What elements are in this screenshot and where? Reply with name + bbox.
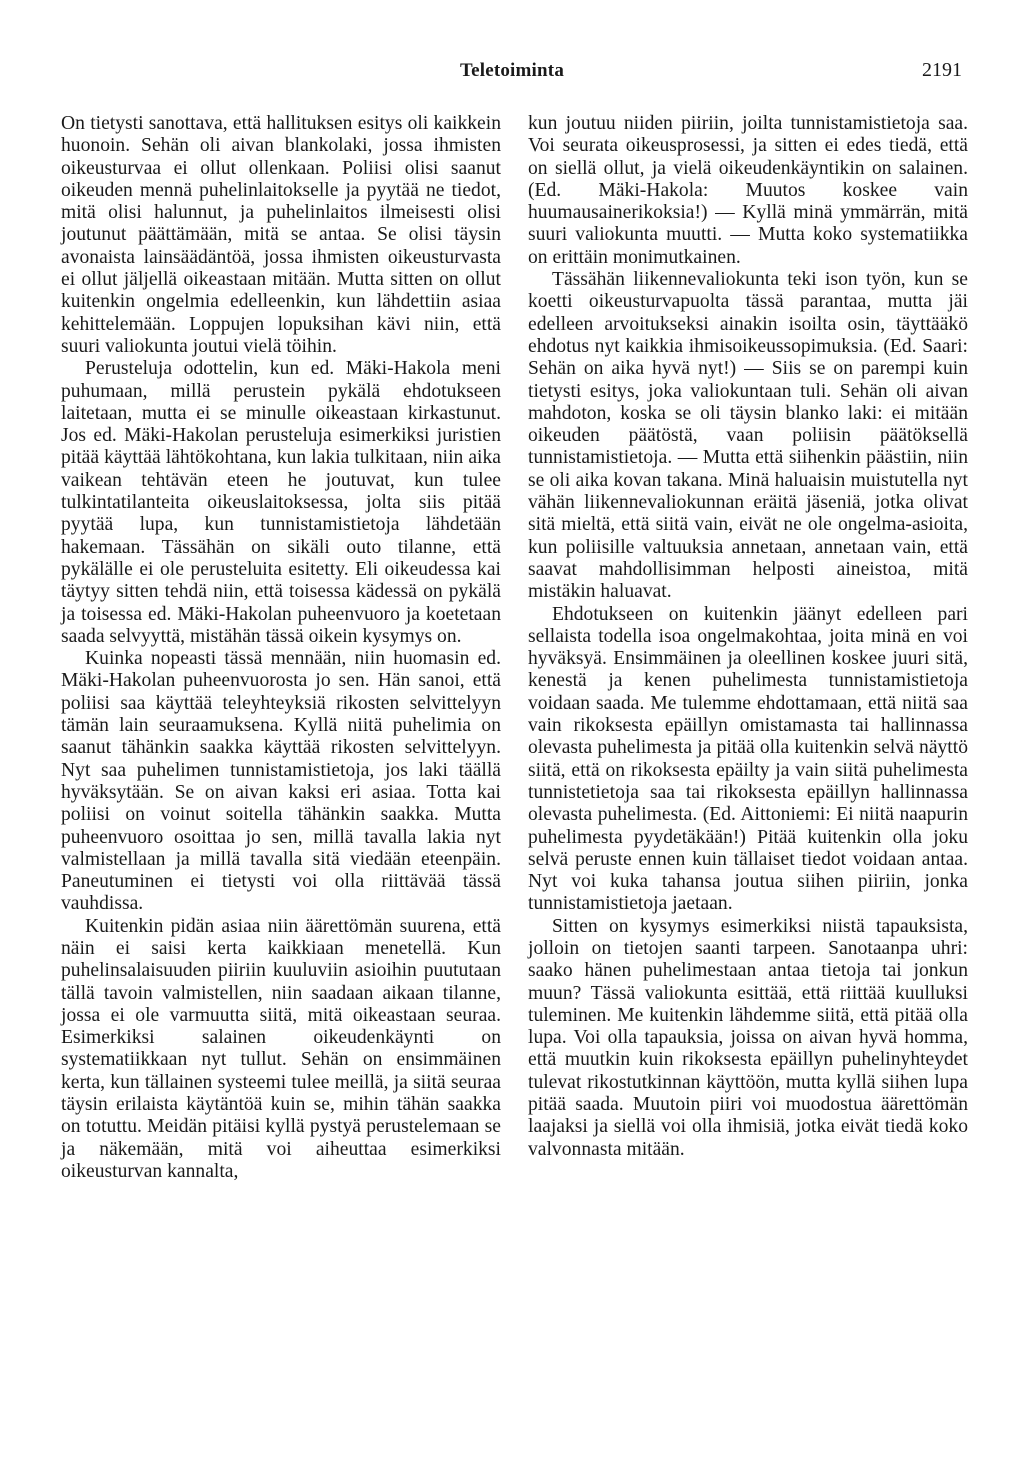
paragraph: Ehdotukseen on kuitenkin jäänyt edelleen pari sellaista todella isoa ongelmakohtaa, joita minä en voi hyväksyä. Ensimmäinen ja oleellinen koskee juuri sitä, kenestä ja kenen puhelimesta tunnistamistietoja voidaan saada. Me tulemme ehdottamaan, että niitä saa vain rikoksesta epäillyn omistamasta tai hallinnassa olevasta puhelimesta ja pitää olla kuitenkin selvä näyttö siitä, että on rikoksesta epäilty ja vain siitä puhelimesta tunnistetietoja saa tai rikoksesta epäillyn hallinnassa olevasta puhelimesta. (Ed. Aittoniemi: Ei niitä naapurin puhelimesta pyydetäkään!) Pitää kuitenkin olla joku selvä peruste ennen kuin tällaiset tiedot voidaan antaa. Nyt voi kuka tahansa joutua siihen piiriin, jonka tunnistamistietoja jaetaan.	[528, 603, 968, 915]
paragraph: kun joutuu niiden piiriin, joilta tunnistamistietoja saa. Voi seurata oikeusprosessi, ja sitten ei edes tiedä, että on siellä ollut, ja vielä oikeudenkäyntikin on salainen. (Ed. Mäki-Hakola: Muutos koskee vain huumausainerikoksia!) — Kyllä minä ymmärrän, mitä suuri valiokunta muutti. — Mutta koko systematiikka on erittäin monimutkainen.	[528, 113, 968, 268]
right-column	[528, 113, 968, 1161]
running-header-title: Teletoiminta	[459, 60, 565, 81]
paragraph: On tietysti sanottava, että hallituksen esitys oli kaikkein huonoin. Sehän oli aivan blankolaki, jossa ihmisten oikeusturvaa ei ollut ollenkaan. Poliisi olisi saanut oikeuden mennä puhelinlaitokselle ja pyytää ne tiedot, mitä olisi halunnut, ja puhelinlaitos ilmeisesti olisi joutunut päättämään, mitä se antaa. Se olisi täysin avonaista lainsäädäntöä, jossa ihmisten oikeusturvasta ei ollut jäljellä oikeastaan mitään. Mutta sitten on ollut kuitenkin ongelmia edelleenkin, kun lähdettiin asiaa kehittelemään. Loppujen lopuksihan kävi niin, että suuri valiokunta joutui vielä töihin.	[61, 113, 501, 357]
paragraph: Perusteluja odottelin, kun ed. Mäki-Hakola meni puhumaan, millä perustein pykälä ehdotukseen laitetaan, mutta ei se minulle oikeastaan kirkastunut. Jos ed. Mäki-Hakolan perusteluja esimerkiksi juristien pitää käyttää lähtökohtana, kun lakia tulkitaan, niin aika vaikean tehtävän eteen he joutuvat, kun tulee tulkintatilanteita oikeuslaitoksessa, jolta siis pitää pyytää lupa, kun tunnistamistietoja lähdetään hakemaan. Tässähän on sikäli outo tilanne, että pykälälle ei ole perusteluita esitetty. Eli oikeudessa kai täytyy sitten tehdä niin, että toisessa kädessä on pykälä ja toisessa ed. Mäki-Hakolan puheenvuoro ja koetetaan saada selvyyttä, mistähän tässä oikein kysymys on.	[61, 358, 501, 647]
paragraph: Kuinka nopeasti tässä mennään, niin huomasin ed. Mäki-Hakolan puheenvuorosta jo sen. Hän sanoi, että poliisi saa käyttää teleyhteyksiä rikosten selvittelyyn tämän lain seuraamuksena. Kyllä niitä puhelimia on saanut tähänkin saakka käyttää rikosten selvittelyyn. Nyt saa puhelimen tunnistamistietoja, jos laki täällä hyväksytään. Se on aivan kaksi eri asiaa. Totta kai poliisi on voinut soitella tähänkin saakka. Mutta puheenvuoro osoittaa jo sen, millä tavalla lakia nyt valmistellaan ja millä tavalla sitä viedään eteenpäin. Paneutuminen ei tietysti voi olla riittävää tässä vauhdissa.	[61, 648, 501, 915]
paragraph: Kuitenkin pidän asiaa niin äärettömän suurena, että näin ei saisi kerta kaikkiaan menetellä. Kun puhelinsalaisuuden piiriin kuuluviin asioihin puututaan tällä tavoin valmistellen, niin saadaan aikaan tilanne, jossa ei ole varmuutta siitä, mitä oikeastaan seuraa. Esimerkiksi salainen oikeudenkäynti on systematiikkaan nyt tullut. Sehän on ensimmäinen kerta, kun tällainen systeemi tulee meillä, ja siitä seuraa täysin erilaista käytäntöä kuin se, mihin tähän saakka on totuttu. Meidän pitäisi kyllä pystyä perustelemaan se ja näkemään, mitä voi aiheuttaa esimerkiksi oikeusturvan kannalta,	[61, 915, 501, 1182]
page-number: 2191	[922, 59, 962, 81]
left-column	[61, 113, 501, 1183]
paragraph: Tässähän liikennevaliokunta teki ison työn, kun se koetti oikeusturvapuolta tässä parantaa, mutta jäi edelleen arvoitukseksi ainakin isoilta osin, täyttääkö ehdotus nyt kaikkia ihmisoikeussopimuksia. (Ed. Saari: Sehän on aika hyvä nyt!) — Siis se on parempi kuin tietysti esitys, joka valiokuntaan tuli. Sehän oli aivan mahdoton, koska se oli täysin blanko laki: ei mitään oikeuden päätöstä, vaan poliisin päätöksellä tunnistamistietoja. — Mutta että siihenkin päästiin, niin se oli aika kovan takana. Minä haluaisin muistutella nyt vähän liikennevaliokunnan eräitä jäseniä, jotka olivat sitä mieltä, että siitä vain, eivät ne ole ongelma-asioita, kun poliisille valtuuksia annetaan, annetaan vain, että saavat mahdollisimman helposti aineistoa, mitä mistäkin haluavat.	[528, 269, 968, 603]
paragraph: Sitten on kysymys esimerkiksi niistä tapauksista, jolloin on tietojen saanti tarpeen. Sanotaanpa uhri: saako hänen puhelimestaan antaa tietoja tai jonkun muun? Tässä valiokunta esittää, että riittää kuulluksi tuleminen. Me kuitenkin lähdemme siitä, että pitää olla lupa. Voi olla tapauksia, joissa on aivan hyvä homma, että muutkin kuin rikoksesta epäillyn puhelinyhteydet tulevat rikostutkinnan käyttöön, mutta kyllä siihen lupa pitää saada. Muutoin piiri voi muodostua äärettömän laajaksi ja siellä voi olla ihmisiä, jotka eivät tiedä koko valvonnasta mitään.	[528, 915, 968, 1160]
